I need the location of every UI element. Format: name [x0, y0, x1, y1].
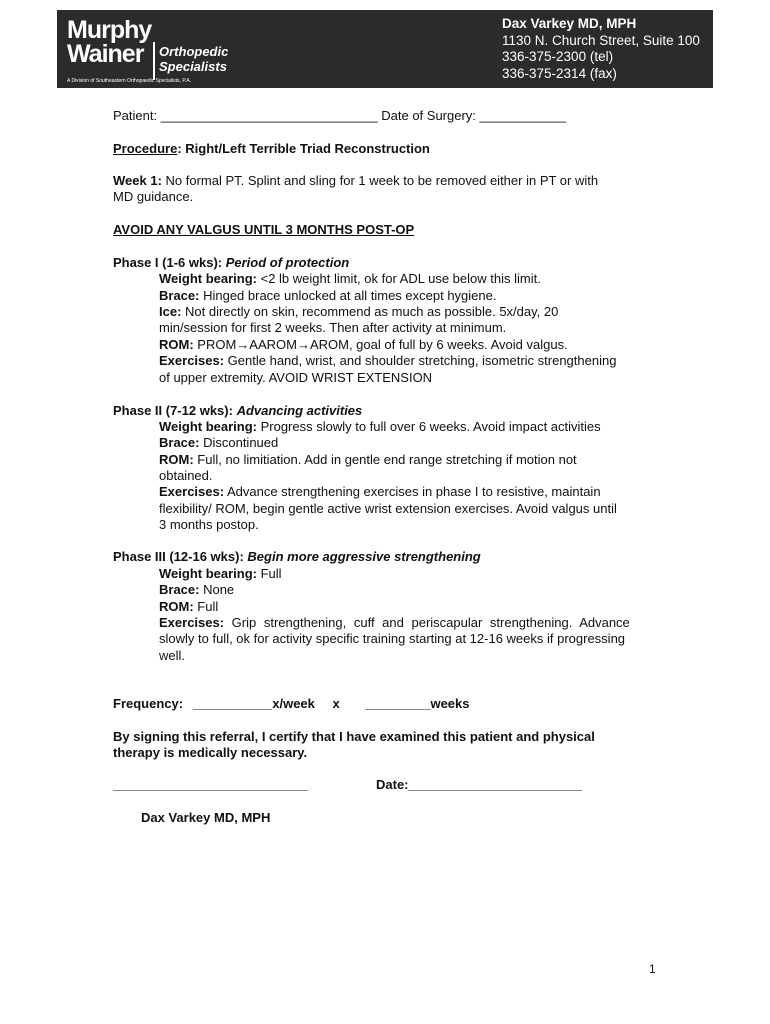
text: Full, no limitiation. Add in gentle end range stretching if motion not — [193, 452, 577, 467]
phase2-subtitle: Advancing activities — [236, 403, 363, 418]
procedure-value: : Right/Left Terrible Triad Reconstruction — [177, 141, 430, 156]
week1-label: Week 1: — [113, 173, 162, 188]
phase3-rom — [159, 599, 218, 615]
phase2-weight-bearing — [159, 419, 601, 435]
phase1-brace — [159, 288, 496, 304]
phase2-title: Phase II (7-12 wks): — [113, 403, 237, 418]
procedure-line — [113, 141, 430, 157]
text: Grip strengthening, cuff and periscapular strengthening. Advance — [224, 615, 630, 630]
phase2-rom-cont: obtained. — [159, 468, 213, 483]
per-week-label: x/week — [272, 696, 315, 711]
phase1-weight-bearing — [159, 271, 541, 287]
times-label: x — [332, 696, 340, 711]
label: Brace: — [159, 582, 200, 597]
label: Weight bearing: — [159, 566, 257, 581]
signature-field[interactable]: ___________________________ — [113, 777, 309, 792]
week1-line-2: MD guidance. — [113, 189, 194, 204]
phase1-exercises — [159, 353, 616, 369]
phase1-title: Phase I (1-6 wks): — [113, 255, 226, 270]
phase1-subtitle: Period of protection — [225, 255, 350, 270]
certification-line-1: By signing this referral, I certify that I have examined this patient and physical — [113, 729, 595, 744]
phase2-rom — [159, 452, 577, 468]
frequency-line — [113, 696, 470, 712]
signature-line — [113, 777, 308, 793]
signer-name: Dax Varkey MD, MPH — [141, 810, 271, 825]
phase2-heading — [113, 403, 362, 419]
valgus-warning: AVOID ANY VALGUS UNTIL 3 MONTHS POST-OP — [113, 222, 415, 237]
phase2-exercises — [159, 484, 601, 500]
text: Discontinued — [199, 435, 279, 450]
patient-line — [113, 108, 566, 124]
week1-line-1 — [113, 173, 598, 189]
logo-text-specialists: Specialists — [159, 59, 227, 74]
label: Exercises: — [159, 484, 225, 499]
logo-text-wainer: Wainer — [67, 40, 144, 68]
label: Weight bearing: — [159, 271, 257, 286]
page-number: 1 — [649, 962, 656, 976]
phase1-exercises-cont: of upper extremity. AVOID WRIST EXTENSION — [159, 370, 433, 385]
label: ROM: — [159, 452, 194, 467]
certification-line-2: therapy is medically necessary. — [113, 745, 308, 760]
surgery-date-field[interactable]: ____________ — [479, 108, 567, 123]
phase3-exercises-cont-2: well. — [159, 648, 186, 663]
phone: 336-375-2300 (tel) — [502, 49, 614, 64]
patient-field[interactable]: ______________________________ — [160, 108, 378, 123]
date-line — [376, 777, 582, 793]
phase2-brace — [159, 435, 278, 451]
letterhead — [57, 10, 713, 88]
phase3-title: Phase III (12-16 wks): — [113, 549, 248, 564]
date-label: Date: — [376, 777, 409, 792]
label: Weight bearing: — [159, 419, 257, 434]
murphy-wainer-logo — [65, 16, 235, 86]
weeks-field[interactable]: _________ — [365, 696, 431, 711]
phase2-exercises-cont-2: 3 months postop. — [159, 517, 259, 532]
label: Brace: — [159, 435, 200, 450]
logo-tagline: A Division of Southeastern Orthopaedic Specialists, P.A. — [67, 78, 192, 84]
phase1-heading — [113, 255, 349, 271]
label: ROM: — [159, 599, 194, 614]
text: Advance strengthening exercises in phase I to resistive, maintain — [224, 484, 601, 499]
label: Exercises: — [159, 353, 225, 368]
weeks-label: weeks — [430, 696, 470, 711]
text: None — [199, 582, 235, 597]
date-field[interactable]: ________________________ — [408, 777, 583, 792]
phase3-brace — [159, 582, 234, 598]
label: ROM: — [159, 337, 194, 352]
text: Not directly on skin, recommend as much as possible. 5x/day, 20 — [181, 304, 559, 319]
label: Exercises: — [159, 615, 225, 630]
text: Hinged brace unlocked at all times except hygiene. — [199, 288, 497, 303]
frequency-label: Frequency: — [113, 696, 184, 711]
patient-label: Patient: — [113, 108, 158, 123]
label: Ice: — [159, 304, 182, 319]
text: <2 lb weight limit, ok for ADL use below this limit. — [256, 271, 541, 286]
logo-divider — [153, 42, 155, 80]
logo-text-orthopedic: Orthopedic — [159, 44, 229, 59]
phase1-ice — [159, 304, 558, 320]
phase3-weight-bearing — [159, 566, 282, 582]
logo-text-murphy: Murphy — [67, 16, 152, 44]
address: 1130 N. Church Street, Suite 100 — [502, 32, 700, 48]
phase1-ice-cont: min/session for first 2 weeks. Then after activity at minimum. — [159, 320, 507, 335]
phase3-exercises-cont: slowly to full, ok for activity specific training starting at 12-16 weeks if progressing — [159, 631, 626, 646]
text: Gentle hand, wrist, and shoulder stretching, isometric strengthening — [224, 353, 617, 368]
procedure-label: Procedure — [113, 141, 178, 156]
label: Brace: — [159, 288, 200, 303]
text: Full — [256, 566, 282, 581]
phase2-exercises-cont: flexibility/ ROM, begin gentle active wrist extension exercises. Avoid valgus until — [159, 501, 617, 516]
phase3-exercises — [159, 615, 630, 631]
week1-text: No formal PT. Splint and sling for 1 week to be removed either in PT or with — [161, 173, 599, 188]
phase1-rom — [159, 337, 568, 353]
text: PROM→AAROM→AROM, goal of full by 6 weeks. Avoid valgus. — [193, 337, 568, 352]
phase3-subtitle: Begin more aggressive strengthening — [247, 549, 481, 564]
fax: 336-375-2314 (fax) — [502, 65, 617, 81]
phase3-heading — [113, 549, 481, 565]
text: Progress slowly to full over 6 weeks. Avoid impact activities — [256, 419, 601, 434]
frequency-per-week-field[interactable]: ___________ — [192, 696, 273, 711]
contact-block — [502, 16, 700, 82]
surgery-date-label: Date of Surgery: — [381, 108, 476, 123]
doctor-name: Dax Varkey MD, MPH — [502, 16, 637, 31]
text: Full — [193, 599, 219, 614]
